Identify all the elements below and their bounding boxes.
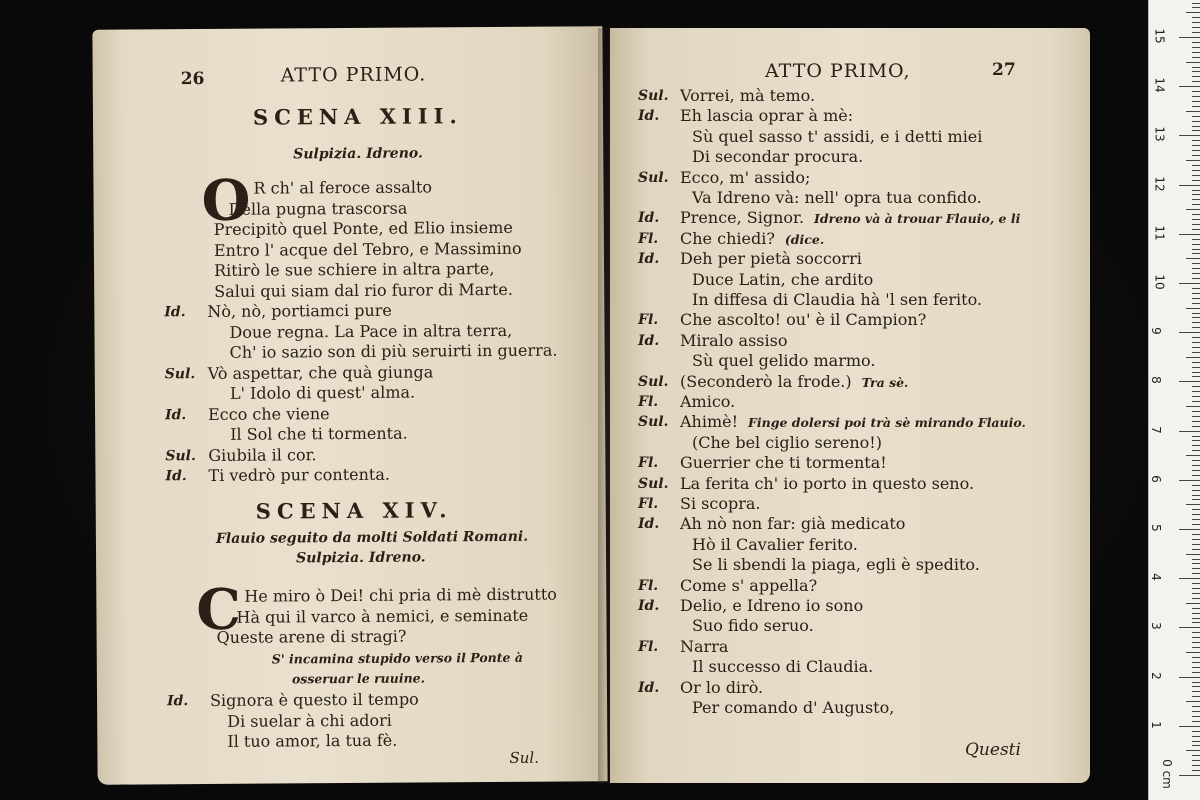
ruler-tick xyxy=(1192,140,1200,141)
ruler-tick xyxy=(1179,381,1200,382)
speaker-label: Sul. xyxy=(165,447,196,464)
ruler-label: 1 xyxy=(1148,720,1163,729)
ruler-tick xyxy=(1192,642,1200,643)
verse-line: Prence, Signor. Idreno và à trouar Flauio, e li xyxy=(680,208,1021,228)
ruler-tick xyxy=(1186,603,1200,604)
ruler-tick xyxy=(1192,288,1200,289)
verse-line: In diffesa di Claudia hà 'l sen ferito. xyxy=(692,290,982,309)
stage-direction-1: S' incamina stupido verso il Ponte à xyxy=(271,649,523,667)
ruler-tick xyxy=(1186,701,1200,702)
ruler-tick xyxy=(1192,745,1200,746)
ruler-tick xyxy=(1192,765,1200,766)
ruler-tick xyxy=(1192,563,1200,564)
speaker-label: Id. xyxy=(638,210,660,227)
verse-line: La ferita ch' io porto in questo seno. xyxy=(680,473,975,493)
ruler-tick xyxy=(1192,317,1200,318)
ruler-tick xyxy=(1192,126,1200,127)
ruler-tick xyxy=(1192,686,1200,687)
ruler-tick xyxy=(1192,465,1200,466)
ruler-tick xyxy=(1192,519,1200,520)
ruler-tick xyxy=(1192,273,1200,274)
ruler-tick xyxy=(1192,352,1200,353)
verse-line: Che chiedi? (dice. xyxy=(680,228,825,248)
ruler-tick xyxy=(1192,190,1200,191)
ruler-tick xyxy=(1192,229,1200,230)
ruler-tick xyxy=(1192,253,1200,254)
verse-line: Vò aspettar, che quà giunga xyxy=(207,361,434,383)
ruler-tick xyxy=(1192,145,1200,146)
ruler-tick xyxy=(1192,573,1200,574)
ruler-label: 2 xyxy=(1148,671,1163,680)
verse-line: (Che bel ciglio sereno!) xyxy=(692,432,882,452)
ruler-tick xyxy=(1192,534,1200,535)
verse-line: Ecco che viene xyxy=(207,403,330,424)
ruler-tick xyxy=(1179,283,1200,284)
ruler-tick xyxy=(1192,421,1200,422)
speaker-label: Sul. xyxy=(638,373,669,390)
ruler-tick xyxy=(1192,411,1200,412)
ruler-tick xyxy=(1192,460,1200,461)
ruler-tick xyxy=(1192,401,1200,402)
ruler-tick xyxy=(1192,445,1200,446)
ruler-tick xyxy=(1192,239,1200,240)
ruler-tick xyxy=(1192,204,1200,205)
ruler-label: 7 xyxy=(1148,425,1163,434)
ruler-tick xyxy=(1192,367,1200,368)
ruler-label: 13 xyxy=(1152,126,1167,143)
ruler-tick xyxy=(1186,258,1200,259)
verse-line: Entro l' acque del Tebro, e Massimino xyxy=(213,238,522,260)
ruler-label: 12 xyxy=(1152,175,1167,192)
speaker-label: Id. xyxy=(164,304,186,321)
ruler-tick xyxy=(1192,303,1200,304)
drop-cap-c: C xyxy=(196,576,242,644)
ruler-tick xyxy=(1186,308,1200,309)
verse-line: He miro ò Dei! chi pria di mè distrutto xyxy=(244,584,557,606)
ruler-tick xyxy=(1192,440,1200,441)
verse-line: Ritirò le sue schiere in altra parte, xyxy=(213,258,495,280)
ruler-tick xyxy=(1192,706,1200,707)
ruler-tick xyxy=(1186,652,1200,653)
speaker-label: Sul. xyxy=(638,169,669,186)
scene-xiii-title: SCENA XIII. xyxy=(252,103,463,130)
verse-line: Vorrei, mà temo. xyxy=(680,86,816,105)
ruler-tick xyxy=(1179,86,1200,87)
verse-line: Sù quel sasso t' assidi, e i detti miei xyxy=(692,126,983,146)
left-page xyxy=(92,26,607,785)
verse-line: Doue regna. La Pace in altra terra, xyxy=(229,320,513,342)
verse-line: Ahimè! Finge dolersi poi trà sè mirando Flauio. xyxy=(680,412,1026,432)
ruler-tick xyxy=(1192,372,1200,373)
ruler-tick xyxy=(1192,509,1200,510)
ruler-tick xyxy=(1192,544,1200,545)
ruler-tick xyxy=(1179,37,1200,38)
measuring-ruler xyxy=(1148,0,1200,800)
ruler-tick xyxy=(1192,450,1200,451)
ruler-tick xyxy=(1192,67,1200,68)
ruler-tick xyxy=(1186,750,1200,751)
speaker-label: Fl. xyxy=(638,638,659,655)
ruler-label: 9 xyxy=(1148,327,1163,336)
ruler-tick xyxy=(1192,608,1200,609)
ruler-tick xyxy=(1192,313,1200,314)
ruler-tick xyxy=(1192,155,1200,156)
ruler-tick xyxy=(1192,495,1200,496)
ruler-tick xyxy=(1179,332,1200,333)
stage-direction: Idreno và à trouar Flauio, e li xyxy=(814,211,1021,227)
ruler-tick xyxy=(1192,278,1200,279)
verse-line: Si scopra. xyxy=(680,494,761,513)
ruler-tick xyxy=(1192,682,1200,683)
ruler-tick xyxy=(1192,224,1200,225)
ruler-tick xyxy=(1192,219,1200,220)
ruler-tick xyxy=(1192,27,1200,28)
speaker-label: Id. xyxy=(638,679,660,696)
ruler-tick xyxy=(1186,406,1200,407)
ruler-label: 6 xyxy=(1148,474,1163,483)
speaker-label: Id. xyxy=(165,468,187,485)
stage-direction: (dice. xyxy=(784,231,825,247)
verse-line: Guerrier che ti tormenta! xyxy=(680,453,887,473)
ruler-label: 0 cm xyxy=(1159,759,1174,789)
verse-line: Delio, e Idreno io sono xyxy=(680,596,864,615)
ruler-tick xyxy=(1192,583,1200,584)
verse-line: Signora è questo il tempo xyxy=(209,689,419,710)
ruler-tick xyxy=(1192,568,1200,569)
ruler-tick xyxy=(1192,337,1200,338)
ruler-tick xyxy=(1186,160,1200,161)
ruler-tick xyxy=(1192,194,1200,195)
ruler-tick xyxy=(1192,322,1200,323)
verse-line: Come s' appella? xyxy=(680,575,818,595)
ruler-tick xyxy=(1192,470,1200,471)
ruler-tick xyxy=(1192,755,1200,756)
ruler-tick xyxy=(1179,480,1200,481)
ruler-tick xyxy=(1192,524,1200,525)
right-catchword: Questi xyxy=(965,740,1021,760)
speaker-label: Fl. xyxy=(638,312,659,329)
ruler-tick xyxy=(1192,249,1200,250)
ruler-tick xyxy=(1179,529,1200,530)
ruler-label: 4 xyxy=(1148,573,1163,582)
ruler-tick xyxy=(1179,677,1200,678)
speaker-label: Id. xyxy=(638,108,660,125)
ruler-tick xyxy=(1186,12,1200,13)
ruler-tick xyxy=(1186,504,1200,505)
ruler-tick xyxy=(1192,731,1200,732)
ruler-tick xyxy=(1192,426,1200,427)
ruler-tick xyxy=(1192,672,1200,673)
ruler-tick xyxy=(1192,760,1200,761)
ruler-tick xyxy=(1192,485,1200,486)
ruler-tick xyxy=(1192,475,1200,476)
ruler-tick xyxy=(1192,696,1200,697)
left-catchword: Sul. xyxy=(509,748,540,767)
ruler-tick xyxy=(1192,376,1200,377)
ruler-tick xyxy=(1192,32,1200,33)
ruler-tick xyxy=(1186,455,1200,456)
ruler-tick xyxy=(1192,559,1200,560)
verse-line: Di secondar procura. xyxy=(692,147,864,167)
verse-line: Suo fido seruo. xyxy=(692,616,814,636)
verse-line: R ch' al feroce assalto xyxy=(253,177,433,198)
verse-line: Miralo assiso xyxy=(680,330,788,350)
ruler-tick xyxy=(1192,711,1200,712)
ruler-tick xyxy=(1192,436,1200,437)
ruler-tick xyxy=(1192,662,1200,663)
ruler-tick xyxy=(1192,180,1200,181)
verse-line: Giubila il cor. xyxy=(208,444,317,465)
ruler-tick xyxy=(1192,268,1200,269)
ruler-tick xyxy=(1186,554,1200,555)
speaker-label: Fl. xyxy=(638,394,659,410)
ruler-tick xyxy=(1192,736,1200,737)
speaker-label: Id. xyxy=(638,516,660,533)
ruler-tick xyxy=(1192,96,1200,97)
ruler-tick xyxy=(1192,593,1200,594)
verse-line: (Seconderò la frode.) Tra sè. xyxy=(680,371,909,391)
ruler-tick xyxy=(1192,342,1200,343)
ruler-label: 11 xyxy=(1152,225,1167,241)
ruler-tick xyxy=(1192,657,1200,658)
verse-line: Ti vedrò pur contenta. xyxy=(208,464,390,485)
speaker-label: Sul. xyxy=(638,414,669,431)
ruler-tick xyxy=(1192,170,1200,171)
ruler-tick xyxy=(1192,244,1200,245)
speaker-label: Sul. xyxy=(638,475,669,492)
ruler-label: 10 xyxy=(1152,274,1167,290)
ruler-tick xyxy=(1192,81,1200,82)
ruler-tick xyxy=(1192,770,1200,771)
ruler-label: 14 xyxy=(1152,77,1167,93)
ruler-tick xyxy=(1192,514,1200,515)
verse-line: Il tuo amor, la tua fè. xyxy=(227,730,398,751)
ruler-tick xyxy=(1192,691,1200,692)
ruler-tick xyxy=(1192,721,1200,722)
ruler-tick xyxy=(1192,539,1200,540)
verse-line: Se li sbendi la piaga, egli è spedito. xyxy=(692,555,980,575)
stage-direction: Tra sè. xyxy=(861,374,909,390)
ruler-tick xyxy=(1192,637,1200,638)
verse-line: Queste arene di stragi? xyxy=(216,626,407,647)
ruler-tick xyxy=(1192,165,1200,166)
ruler-tick xyxy=(1192,106,1200,107)
ruler-tick xyxy=(1192,150,1200,151)
speaker-label: Id. xyxy=(638,251,660,268)
verse-line: Hà qui il varco à nemici, e seminate xyxy=(236,605,529,627)
verse-line: Ah nò non far: già medicato xyxy=(680,514,906,534)
ruler-tick xyxy=(1192,667,1200,668)
speaker-label: Fl. xyxy=(638,230,659,247)
ruler-label: 5 xyxy=(1148,524,1163,532)
verse-line: Amico. xyxy=(680,392,736,411)
stage-direction: Finge dolersi poi trà sè mirando Flauio. xyxy=(748,415,1026,431)
ruler-tick xyxy=(1192,52,1200,53)
speaker-label: Fl. xyxy=(638,455,659,472)
ruler-tick xyxy=(1192,42,1200,43)
ruler-tick xyxy=(1179,431,1200,432)
speaker-label: Sul. xyxy=(638,88,669,104)
verse-line: Salui qui siam dal rio furor di Marte. xyxy=(214,279,513,301)
ruler-label: 8 xyxy=(1148,376,1163,385)
ruler-tick xyxy=(1192,130,1200,131)
stage-direction-2: osseruar le ruuine. xyxy=(291,670,426,687)
verse-line: Il Sol che ti tormenta. xyxy=(230,423,408,444)
ruler-tick xyxy=(1179,185,1200,186)
ruler-tick xyxy=(1192,101,1200,102)
scene-xiii-cast: Sulpizia. Idreno. xyxy=(293,145,423,163)
ruler-tick xyxy=(1192,57,1200,58)
verse-line: Il successo di Claudia. xyxy=(692,657,874,677)
ruler-tick xyxy=(1179,234,1200,235)
ruler-tick xyxy=(1192,598,1200,599)
speaker-label: Id. xyxy=(638,332,660,349)
ruler-tick xyxy=(1192,499,1200,500)
scene-xiv-title: SCENA XIV. xyxy=(255,497,453,524)
verse-line: Va Idreno và: nell' opra tua confido. xyxy=(692,188,982,207)
ruler-tick xyxy=(1179,135,1200,136)
ruler-tick xyxy=(1186,209,1200,210)
ruler-tick xyxy=(1192,199,1200,200)
ruler-tick xyxy=(1192,3,1200,4)
verse-line: Eh lascia oprar à mè: xyxy=(680,106,854,126)
ruler-tick xyxy=(1179,627,1200,628)
ruler-tick xyxy=(1192,71,1200,72)
left-page-number: 26 xyxy=(180,69,205,90)
ruler-tick xyxy=(1192,17,1200,18)
ruler-tick xyxy=(1192,490,1200,491)
ruler-tick xyxy=(1192,327,1200,328)
ruler-tick xyxy=(1192,549,1200,550)
ruler-tick xyxy=(1186,357,1200,358)
ruler-tick xyxy=(1192,613,1200,614)
ruler-tick xyxy=(1192,298,1200,299)
ruler-tick xyxy=(1192,386,1200,387)
verse-line: Sù quel gelido marmo. xyxy=(692,351,876,371)
verse-line: Narra xyxy=(680,636,729,656)
ruler-tick xyxy=(1192,91,1200,92)
verse-line: Duce Latin, che ardito xyxy=(692,269,874,289)
ruler-tick xyxy=(1192,618,1200,619)
ruler-tick xyxy=(1192,214,1200,215)
verse-line: Di suelar à chi adori xyxy=(227,710,392,731)
verse-line: Per comando d' Augusto, xyxy=(692,698,895,717)
scene-xiv-cast-2: Sulpizia. Idreno. xyxy=(296,549,426,567)
verse-line: Nò, nò, portiamci pure xyxy=(207,300,392,321)
ruler-tick xyxy=(1192,293,1200,294)
verse-line: Ecco, m' assido; xyxy=(680,167,811,187)
ruler-tick xyxy=(1186,111,1200,112)
ruler-tick xyxy=(1192,632,1200,633)
verse-line: Or lo dirò. xyxy=(680,677,764,697)
right-running-head: ATTO PRIMO, xyxy=(765,60,911,82)
ruler-tick xyxy=(1192,7,1200,8)
drop-cap-o: O xyxy=(201,167,251,235)
ruler-tick xyxy=(1192,175,1200,176)
verse-line: L' Idolo di quest' alma. xyxy=(229,382,416,403)
ruler-label: 3 xyxy=(1148,622,1163,631)
ruler-tick xyxy=(1192,647,1200,648)
ruler-tick xyxy=(1186,62,1200,63)
ruler-tick xyxy=(1192,347,1200,348)
right-page xyxy=(610,28,1090,783)
verse-line: Della pugna trascorsa xyxy=(228,198,408,219)
speaker-label: Fl. xyxy=(638,496,659,512)
speaker-label: Fl. xyxy=(638,577,659,594)
ruler-tick xyxy=(1192,396,1200,397)
ruler-tick xyxy=(1192,416,1200,417)
ruler-tick xyxy=(1192,22,1200,23)
ruler-tick xyxy=(1192,116,1200,117)
ruler-tick xyxy=(1192,741,1200,742)
ruler-tick xyxy=(1192,362,1200,363)
verse-line: Hò il Cavalier ferito. xyxy=(692,534,858,554)
speaker-label: Id. xyxy=(167,693,189,710)
ruler-tick xyxy=(1192,588,1200,589)
ruler-tick xyxy=(1192,47,1200,48)
verse-line: Che ascolto! ou' è il Campion? xyxy=(680,310,927,330)
speaker-label: Sul. xyxy=(164,365,196,382)
left-running-head: ATTO PRIMO. xyxy=(280,63,427,87)
ruler-tick xyxy=(1192,263,1200,264)
ruler-tick xyxy=(1192,622,1200,623)
right-page-number: 27 xyxy=(992,60,1016,80)
verse-line: Deh per pietà soccorri xyxy=(680,249,862,269)
ruler-tick xyxy=(1179,578,1200,579)
scene-xiv-cast-1: Flauio seguito da molti Soldati Romani. xyxy=(215,528,529,547)
ruler-tick xyxy=(1192,76,1200,77)
verse-line: Precipitò quel Ponte, ed Elio insieme xyxy=(213,217,513,239)
verse-line: Ch' io sazio son di più seruirti in guerra. xyxy=(229,340,558,362)
speaker-label: Id. xyxy=(165,406,187,423)
ruler-tick xyxy=(1192,391,1200,392)
ruler-tick xyxy=(1179,726,1200,727)
ruler-label: 15 xyxy=(1152,28,1167,44)
ruler-tick xyxy=(1192,121,1200,122)
ruler-tick xyxy=(1192,716,1200,717)
speaker-label: Id. xyxy=(638,598,660,614)
ruler-tick xyxy=(1179,775,1200,776)
